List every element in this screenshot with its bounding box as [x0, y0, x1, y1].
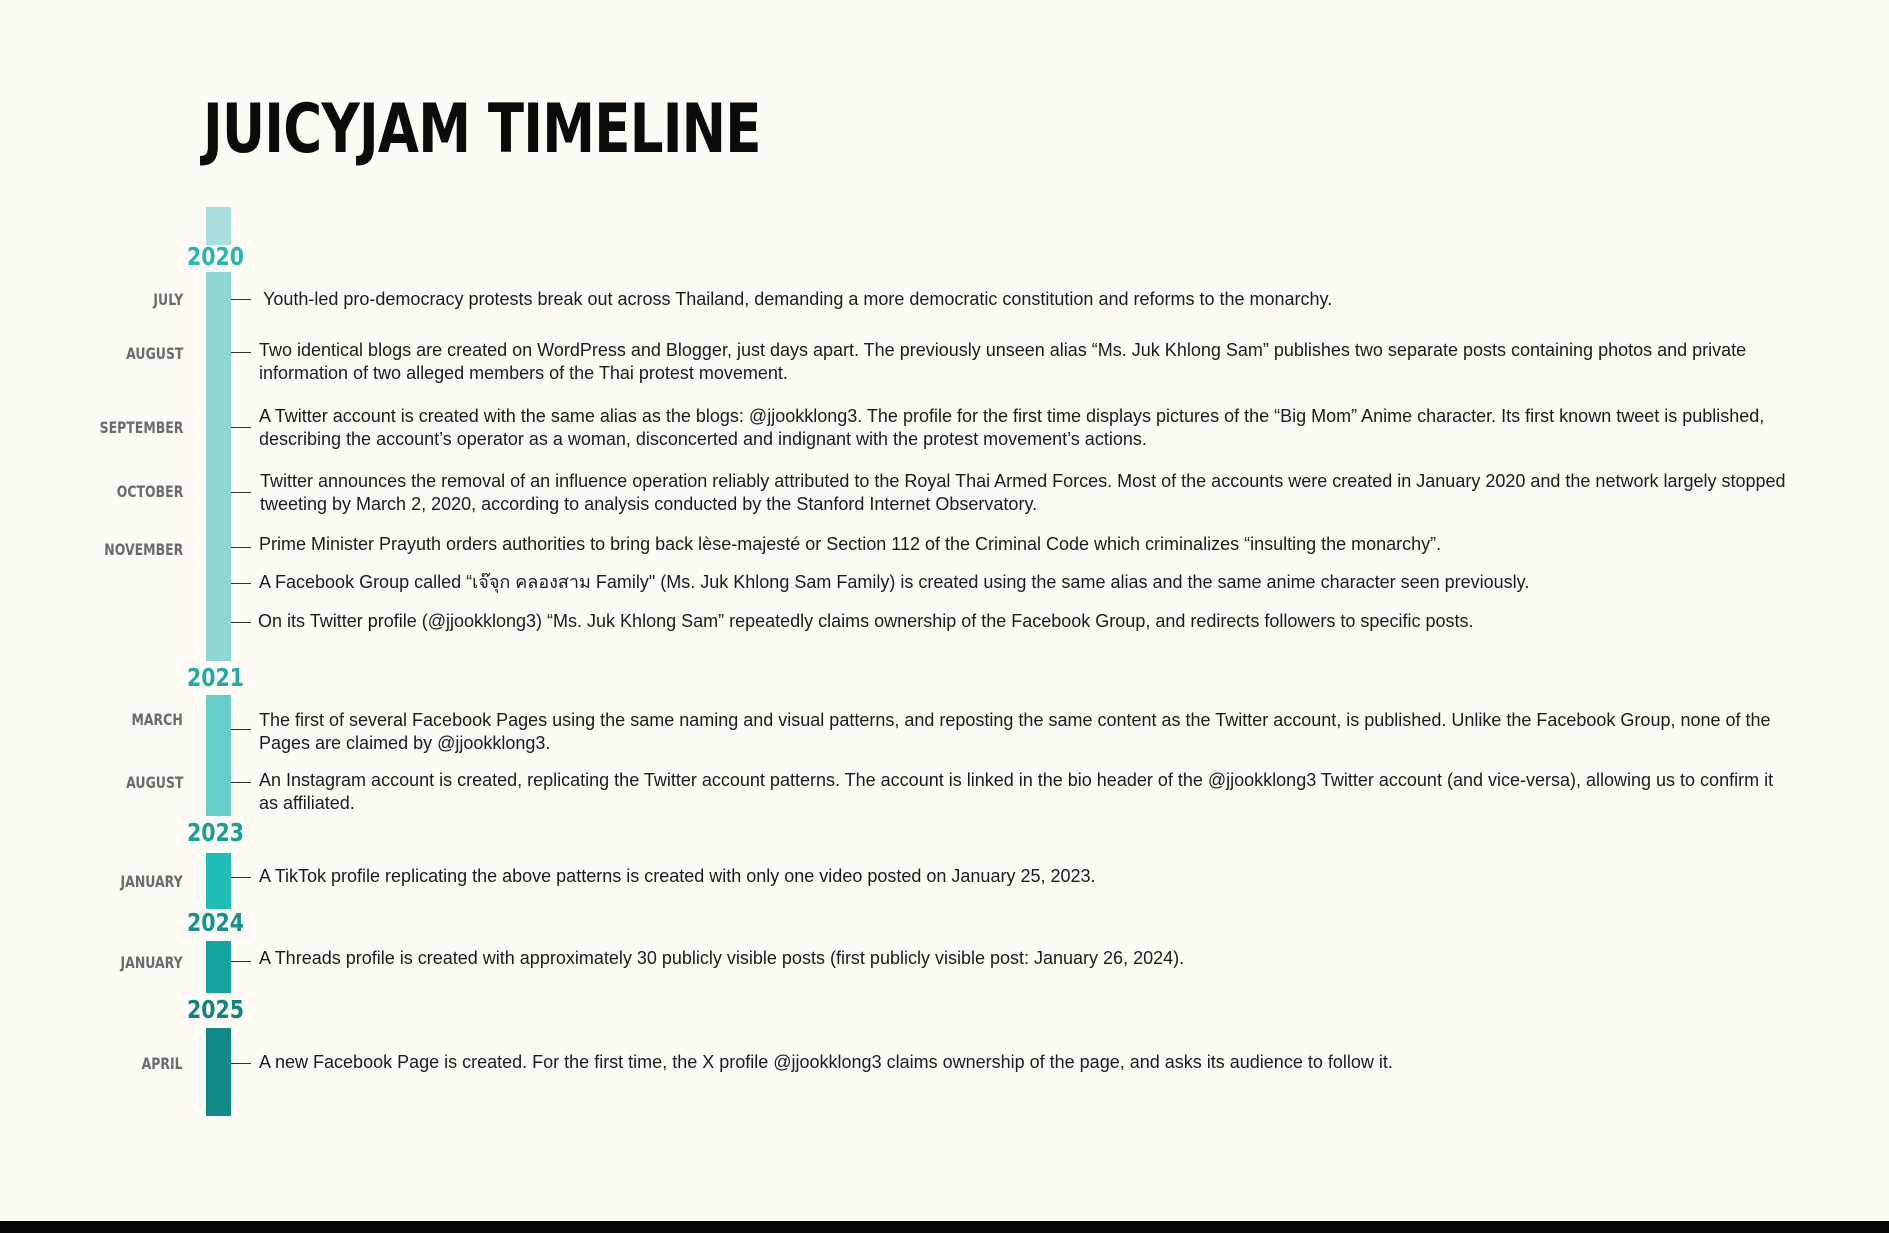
event-text: An Instagram account is created, replicating the Twitter account patterns. The account is linked in the bio header of the @jjookklong3 Twitter account (and vice-versa), allowing us to confirm it as affiliated. [259, 770, 1774, 813]
event-connector [231, 492, 251, 493]
timeline-segment-2025 [206, 1028, 231, 1116]
event-text: Twitter announces the removal of an influence operation reliably attributed to the Royal Thai Armed Forces. Most of the accounts were created in January 2020 and the network largely stopped tweeting by March 2, 2020, according to analysis conducted by the Stanford Internet Observatory. [260, 471, 1786, 514]
page-title: JUICYJAM TIMELINE [203, 90, 761, 169]
event-text: The first of several Facebook Pages using the same naming and visual patterns, and reposting the same content as the Twitter account, is published. Unlike the Facebook Group, none of the Pages are claimed by @jjookklong3. [259, 710, 1771, 753]
year-label-2024: 2024 [187, 908, 245, 937]
event-connector [231, 547, 251, 548]
event-text: Two identical blogs are created on WordPress and Blogger, just days apart. The previously unseen alias “Ms. Juk Khlong Sam” publishes two separate posts containing photos and private information of two alleged members of the Thai protest movement. [259, 340, 1747, 383]
event-text: A Twitter account is created with the same alias as the blogs: @jjookklong3. The profile for the first time displays pictures of the “Big Mom” Anime character. Its first known tweet is published, describing the account’s operator as a woman, disconcerted and indignant with the protest movement’s actions. [259, 406, 1765, 449]
event-connector [231, 782, 251, 783]
event-connector [231, 1063, 251, 1064]
timeline-segment-top [206, 207, 231, 245]
event-text: A Facebook Group called “เจ๊จุก คลองสาม Family" (Ms. Juk Khlong Sam Family) is created using the same alias and the same anime character seen previously. [259, 572, 1530, 592]
event-text: Prime Minister Prayuth orders authorities to bring back lèse-majesté or Section 112 of the Criminal Code which criminalizes “insulting the monarchy”. [259, 534, 1442, 554]
event-connector [231, 961, 251, 962]
timeline-segment-2020 [206, 272, 231, 661]
event-text: A new Facebook Page is created. For the first time, the X profile @jjookklong3 claims ownership of the page, and asks its audience to follow it. [259, 1052, 1393, 1072]
month-label-august-2020: AUGUST [125, 344, 183, 363]
event-connector [231, 877, 251, 878]
event-connector [231, 352, 251, 353]
timeline-segment-2024 [206, 941, 231, 993]
month-label-april-2025: APRIL [141, 1054, 183, 1073]
month-label-january-2024: JANUARY [120, 953, 183, 972]
event-text: On its Twitter profile (@jjookklong3) “Ms. Juk Khlong Sam” repeatedly claims ownership of the Facebook Group, and redirects followers to specific posts. [258, 611, 1474, 631]
bottom-bar [0, 1221, 1889, 1233]
event-text: A Threads profile is created with approximately 30 publicly visible posts (first publicly visible post: January 26, 2024). [259, 948, 1185, 968]
month-label-november-2020: NOVEMBER [104, 540, 183, 559]
event-connector [231, 583, 251, 584]
month-label-september-2020: SEPTEMBER [99, 418, 183, 437]
timeline-segment-2021 [206, 695, 231, 816]
month-label-october-2020: OCTOBER [116, 482, 183, 501]
event-connector [231, 299, 251, 300]
month-label-august-2021: AUGUST [125, 773, 183, 792]
year-label-2021: 2021 [187, 663, 245, 692]
year-label-2025: 2025 [187, 995, 245, 1024]
event-text: A TikTok profile replicating the above patterns is created with only one video posted on January 25, 2023. [259, 866, 1096, 886]
year-label-2023: 2023 [187, 818, 245, 847]
month-label-july-2020: JULY [153, 290, 183, 309]
event-connector [231, 729, 251, 730]
event-connector [231, 427, 251, 428]
event-text: Youth-led pro-democracy protests break out across Thailand, demanding a more democratic constitution and reforms to the monarchy. [263, 289, 1333, 309]
month-label-january-2023: JANUARY [120, 872, 183, 891]
year-label-2020: 2020 [187, 242, 245, 271]
event-connector [231, 622, 251, 623]
timeline-segment-2023 [206, 853, 231, 909]
month-label-march-2021: MARCH [131, 710, 183, 729]
